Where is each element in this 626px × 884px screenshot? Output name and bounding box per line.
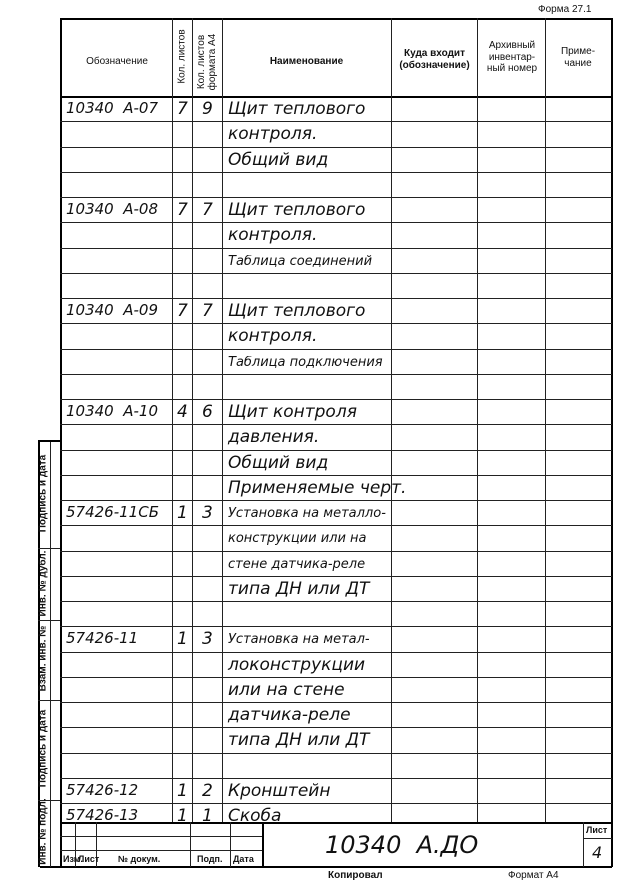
row-name: Скоба xyxy=(228,806,282,826)
row-designation: 10340 А-09 xyxy=(66,301,159,319)
row-name: Общий вид xyxy=(228,452,329,473)
row-line xyxy=(60,753,612,754)
row-name: контроля. xyxy=(228,124,318,145)
row-line xyxy=(60,374,612,375)
row-name: Применяемые черт. xyxy=(228,477,407,498)
side-label-inv-dubl: Инв. № дубл. xyxy=(37,550,49,617)
row-designation: 10340 А-07 xyxy=(66,99,159,117)
row-designation: 57426-12 xyxy=(66,780,139,799)
row-line xyxy=(60,172,612,173)
row-designation: 57426-11 xyxy=(66,629,139,648)
footer-copied: Копировал xyxy=(328,870,383,881)
row-name: датчика-реле xyxy=(228,705,351,725)
header-sheets-a4 xyxy=(196,24,218,100)
row-sheets-a4: 9 xyxy=(202,99,213,119)
row-name: Щит теплового xyxy=(228,200,366,220)
row-name: стене датчика-реле xyxy=(228,557,366,571)
row-name: контроля. xyxy=(228,225,318,246)
row-line xyxy=(60,727,612,728)
row-line xyxy=(60,248,612,249)
header-bottom-line xyxy=(60,96,612,98)
row-name: локонструкции xyxy=(228,654,366,675)
row-designation: 57426-13 xyxy=(66,806,139,824)
row-name: давления. xyxy=(228,427,320,448)
row-sheets: 4 xyxy=(177,402,188,422)
row-name: Установка на металло- xyxy=(228,507,386,520)
row-line xyxy=(60,803,612,804)
side-label-sign-date-1: Подпись и дата xyxy=(37,454,49,533)
row-name: Общий вид xyxy=(228,149,329,170)
side-strip-mid xyxy=(50,440,51,867)
tb-col-4 xyxy=(230,822,231,867)
row-line xyxy=(60,323,612,324)
title-block-top xyxy=(60,822,612,824)
tb-sheet-no: 4 xyxy=(592,843,603,862)
side-label-sign-date-2: Подпись и дата xyxy=(37,709,49,788)
row-line xyxy=(60,273,612,274)
row-sheets: 1 xyxy=(177,806,188,826)
row-name: Щит теплового xyxy=(228,301,366,321)
frame-bottom xyxy=(40,866,612,868)
header-sheets-a4-text: Кол. листов формата А4 xyxy=(196,33,218,91)
row-line xyxy=(60,475,612,476)
title-block-row-1 xyxy=(60,836,262,837)
footer-format: Формат А4 xyxy=(508,870,559,881)
row-sheets: 1 xyxy=(177,503,188,523)
row-designation: 10340 А-10 xyxy=(66,402,159,420)
frame-right xyxy=(611,18,613,867)
tb-col-5 xyxy=(262,822,264,867)
side-label-inv-orig: Инв. № подл. xyxy=(37,798,49,865)
header-name: Наименование xyxy=(269,56,344,67)
row-line xyxy=(60,500,612,501)
row-line xyxy=(60,222,612,223)
side-label-vzam-inv: Взам. инв. № xyxy=(37,625,49,692)
tb-izm: Изм. xyxy=(63,854,83,864)
row-line xyxy=(60,601,612,602)
row-sheets-a4: 7 xyxy=(202,301,213,321)
row-designation: 57426-11СБ xyxy=(66,503,159,521)
row-line xyxy=(60,399,612,400)
form-label: Форма 27.1 xyxy=(538,4,592,15)
row-line xyxy=(60,677,612,678)
row-line xyxy=(60,298,612,299)
header-note: Приме- чание xyxy=(560,46,596,69)
row-sheets: 1 xyxy=(177,629,188,650)
row-line xyxy=(60,349,612,350)
row-name: конструкции или на xyxy=(228,532,367,546)
tb-doc-no: № докум. xyxy=(118,854,161,864)
row-line xyxy=(60,551,612,552)
row-name: типа ДН или ДТ xyxy=(228,730,370,751)
frame-top xyxy=(60,18,612,20)
row-sheets-a4: 3 xyxy=(202,503,213,523)
row-sheets: 7 xyxy=(177,99,188,119)
row-line xyxy=(60,197,612,198)
row-name: Таблица подключения xyxy=(228,355,383,369)
row-line xyxy=(60,626,612,627)
row-sheets-a4: 3 xyxy=(202,629,213,650)
header-archive-no: Архивный инвентар- ный номер xyxy=(486,40,538,74)
row-line xyxy=(60,424,612,425)
row-line xyxy=(60,121,612,122)
row-sheets-a4: 2 xyxy=(202,780,213,801)
row-line xyxy=(60,525,612,526)
title-block-row-2 xyxy=(60,850,262,851)
row-name: Установка на метал- xyxy=(228,633,370,647)
tb-podp: Подп. xyxy=(197,854,223,864)
row-sheets-a4: 7 xyxy=(202,200,213,220)
row-line xyxy=(60,450,612,451)
frame-left xyxy=(60,18,62,867)
row-name: Щит теплового xyxy=(228,99,366,119)
row-line xyxy=(60,778,612,779)
row-sheets: 7 xyxy=(177,200,188,220)
row-name: Щит контроля xyxy=(228,402,357,422)
row-sheets: 7 xyxy=(177,301,188,321)
row-line xyxy=(60,702,612,703)
row-name: Таблица соединений xyxy=(228,254,373,268)
tb-doc-designation: 10340 А.ДО xyxy=(325,831,479,859)
row-sheets: 1 xyxy=(177,780,188,801)
row-line xyxy=(60,147,612,148)
row-designation: 10340 А-08 xyxy=(66,200,159,218)
tb-sheet-label: Лист xyxy=(586,825,608,835)
row-line xyxy=(60,576,612,577)
header-designation: Обозначение xyxy=(86,56,148,67)
tb-col-3 xyxy=(190,822,191,867)
row-sheets-a4: 1 xyxy=(202,806,213,826)
row-line xyxy=(60,652,612,653)
tb-sheet-sep xyxy=(583,838,612,839)
tb-sheet-col xyxy=(583,822,584,867)
tb-list: Лист xyxy=(78,854,100,864)
header-where-used: Куда входит (обозначение) xyxy=(399,48,470,71)
row-name: контроля. xyxy=(228,326,318,347)
row-sheets-a4: 6 xyxy=(202,402,213,422)
tb-data: Дата xyxy=(233,854,254,864)
row-name: типа ДН или ДТ xyxy=(228,578,370,599)
row-name: Кронштейн xyxy=(228,780,331,801)
header-sheets-count: Кол. листов xyxy=(176,29,188,84)
row-name: или на стене xyxy=(228,679,345,700)
